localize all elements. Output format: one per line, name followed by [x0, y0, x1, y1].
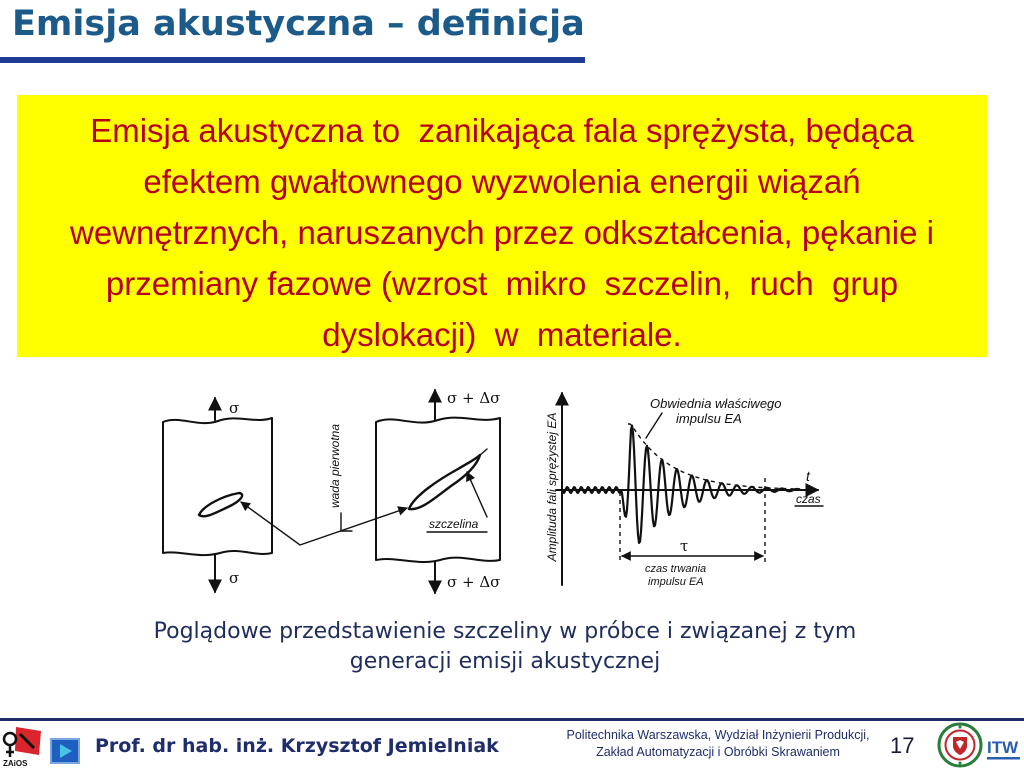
zaios-logo-icon [0, 722, 46, 768]
definition-line: wewnętrznych, naruszanych przez odkształcenia, pękanie i [70, 214, 934, 251]
y-axis-label: Amplituda fali sprężystej EA [545, 412, 559, 562]
footer-divider [0, 718, 1024, 721]
crack-label: szczelina [429, 517, 479, 531]
defect-leader-lines [241, 502, 407, 545]
caption-line: Poglądowe przedstawienie szczeliny w próbce i związanej z tym [153, 619, 857, 644]
itw-logo-bar [987, 757, 1020, 760]
x-axis-label: czas [796, 492, 821, 506]
crack-tip [479, 449, 487, 456]
stress-label-top: σ [229, 399, 240, 417]
ae-signal-plot [545, 393, 823, 588]
pulse-duration-label: czas trwania [645, 563, 707, 575]
university-seal-icon [936, 722, 984, 768]
page-number: 17 [890, 733, 915, 758]
seal-dot [959, 762, 962, 765]
initial-defect-shape [199, 493, 242, 516]
specimen-initial-outline [163, 418, 272, 555]
x-axis-symbol: t [806, 468, 810, 484]
specimen-initial [163, 398, 272, 592]
play-icon [60, 744, 72, 758]
institution-line: Zakład Automatyzacji i Obróbki Skrawaniem [596, 745, 840, 759]
itw-logo-icon [986, 726, 1022, 764]
author-name: Prof. dr hab. inż. Krzysztof Jemielniak [95, 735, 499, 757]
ae-waveform [562, 426, 800, 543]
itw-logo-text: ITW [987, 738, 1019, 757]
ae-envelope [628, 424, 800, 489]
institution-line: Politechnika Warszawska, Wydział Inżynierii Produkcji, [566, 728, 870, 742]
specimen-loaded [376, 389, 500, 593]
caption-line: generacji emisji akustycznej [349, 649, 661, 674]
seal-dot [959, 726, 962, 729]
institution-info [557, 727, 879, 761]
crack-leader-line [467, 472, 487, 517]
definition-line: Emisja akustyczna to zanikająca fala sprężysta, będąca [90, 112, 914, 149]
pulse-duration-symbol: τ [680, 537, 689, 555]
stress-label-bottom: σ [229, 569, 240, 587]
definition-line: dyslokacji) w materiale. [322, 316, 682, 353]
next-slide-button[interactable] [50, 738, 80, 764]
envelope-label: impulsu EA [676, 411, 742, 426]
defect-label: wada pierwotna [328, 423, 342, 509]
stress-label-top: σ + Δσ [447, 389, 501, 407]
slide-title: Emisja akustyczna – definicja [12, 4, 585, 44]
logo-text: ZAiOS [3, 759, 28, 768]
figure-caption [100, 617, 910, 677]
envelope-leader-line [646, 413, 662, 438]
envelope-label: Obwiednia właściwego [650, 396, 782, 411]
logo-stem [6, 745, 14, 757]
pulse-duration-label: impulsu EA [648, 576, 704, 588]
logo-ring [4, 733, 16, 745]
acoustic-emission-figure [150, 375, 840, 607]
definition-box [17, 95, 987, 357]
crack-shape [409, 455, 480, 509]
definition-line: efektem gwałtownego wyzwolenia energii wiązań [143, 163, 861, 200]
definition-line: przemiany fazowe (wzrost mikro szczelin, ruch grup [105, 265, 899, 302]
title-underline [0, 57, 585, 63]
stress-label-bottom: σ + Δσ [447, 573, 501, 591]
